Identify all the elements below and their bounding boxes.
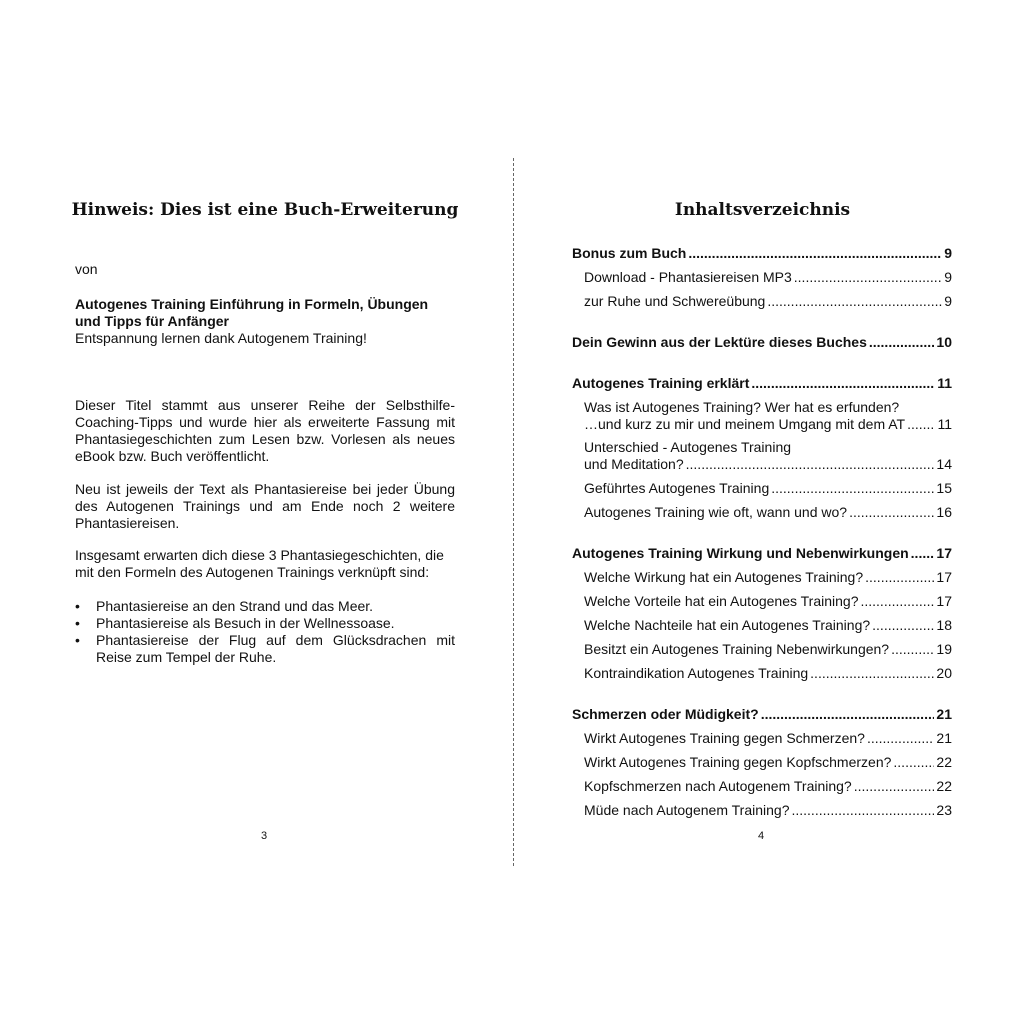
toc-leader-dots	[854, 778, 935, 795]
toc-entry-label: Welche Vorteile hat ein Autogenes Training?	[584, 593, 859, 609]
toc-entry-label: Wirkt Autogenes Training gegen Schmerzen?	[584, 730, 865, 746]
toc-heading: Inhaltsverzeichnis	[674, 200, 851, 220]
toc-entry-page: 17	[936, 593, 952, 609]
toc-entry-label: zur Ruhe und Schwereübung	[584, 293, 766, 309]
toc-leader-dots	[791, 802, 934, 819]
toc-entry-page: 22	[936, 778, 952, 794]
toc-chapter[interactable]	[572, 334, 952, 351]
toc-entry[interactable]	[584, 641, 952, 658]
toc-entry-page: 9	[944, 293, 952, 309]
toc-entry-label: Kontraindikation Autogenes Training	[584, 665, 809, 681]
story-bullet-list	[75, 598, 455, 666]
toc-leader-dots	[911, 545, 935, 562]
toc-entry-page: 14	[936, 456, 952, 472]
toc-entry-page: 15	[936, 480, 952, 496]
toc-entry[interactable]	[584, 480, 952, 497]
toc-entry-page: 19	[936, 641, 952, 657]
list-item: • Phantasiereise an den Strand und das Meer.	[75, 598, 455, 615]
toc-entry[interactable]	[584, 593, 952, 610]
toc-entry-label-line1: Was ist Autogenes Training? Wer hat es erfunden?	[584, 399, 900, 415]
toc-entry-label: und Meditation?	[584, 456, 684, 472]
toc-leader-dots	[907, 416, 935, 433]
toc-leader-dots	[872, 617, 934, 634]
toc-entry[interactable]	[584, 293, 952, 310]
toc-entry-page: 18	[936, 617, 952, 633]
toc-entry-page: 20	[936, 665, 952, 681]
page-gutter-divider	[513, 158, 514, 866]
stories-paragraph: Insgesamt erwarten dich diese 3 Phantasiegeschichten, die mit den Formeln des Autogenen Trainings verknüpft sind:	[75, 547, 444, 580]
toc-entry[interactable]	[584, 504, 952, 521]
toc-chapter[interactable]	[572, 245, 952, 262]
toc-entry-label-line1: Unterschied - Autogenes Training	[584, 439, 792, 455]
toc-entry-label: Welche Nachteile hat ein Autogenes Training?	[584, 617, 871, 633]
toc-entry[interactable]	[584, 269, 952, 286]
toc-leader-dots	[794, 269, 942, 286]
toc-chapter[interactable]	[572, 375, 952, 392]
toc-entry[interactable]	[584, 665, 952, 682]
toc-leader-dots	[849, 504, 934, 521]
toc-chapter[interactable]	[572, 706, 952, 723]
toc-entry-page: 17	[936, 569, 952, 585]
toc-entry-label: Download - Phantasiereisen MP3	[584, 269, 792, 285]
toc-entry[interactable]	[584, 617, 952, 634]
referenced-book-title: Autogenes Training Einführung in Formeln, Übungen und Tipps für Anfänger	[75, 296, 429, 329]
toc-entry-label: Geführtes Autogenes Training	[584, 480, 770, 496]
toc-entry-page: 21	[936, 730, 952, 746]
toc-entry-label: Autogenes Training wie oft, wann und wo?	[584, 504, 848, 520]
toc-entry-page: 17	[936, 545, 952, 561]
toc-entry[interactable]	[584, 754, 952, 771]
toc-entry-label: Besitzt ein Autogenes Training Nebenwirkungen?	[584, 641, 890, 657]
toc-entry-label: Autogenes Training erklärt	[572, 375, 750, 391]
toc-leader-dots	[688, 245, 942, 262]
left-page-heading: Hinweis: Dies ist eine Buch-Erweiterung	[71, 200, 459, 220]
referenced-book-subtitle: Entspannung lernen dank Autogenem Training!	[75, 330, 367, 346]
toc-entry-label: Schmerzen oder Müdigkeit?	[572, 706, 759, 722]
toc-entry-label: …und kurz zu mir und meinem Umgang mit dem AT	[584, 416, 906, 432]
toc-entry-page: 11	[937, 375, 952, 391]
toc-entry-label: Autogenes Training Wirkung und Nebenwirkungen	[572, 545, 909, 561]
toc-leader-dots	[767, 293, 942, 310]
toc-entry[interactable]	[584, 399, 952, 433]
toc-entry-label: Müde nach Autogenem Training?	[584, 802, 790, 818]
toc-leader-dots	[761, 706, 935, 723]
toc-entry-page: 9	[944, 245, 952, 261]
left-page-number: 3	[261, 830, 268, 842]
von-label: von	[75, 261, 98, 277]
toc-entry-page: 22	[936, 754, 952, 770]
toc-entry-label: Welche Wirkung hat ein Autogenes Training?	[584, 569, 864, 585]
right-page-number: 4	[758, 830, 765, 842]
toc-entry-page: 10	[936, 334, 952, 350]
toc-entry[interactable]	[584, 802, 952, 819]
toc-entry-page: 21	[936, 706, 952, 722]
toc-leader-dots	[891, 641, 934, 658]
new-content-paragraph: Neu ist jeweils der Text als Phantasiereise bei jeder Übung des Autogenen Trainings und am Ende noch 2 weitere Phantasiereisen.	[75, 481, 455, 531]
toc-entry-page: 23	[936, 802, 952, 818]
toc-entry[interactable]	[584, 439, 952, 473]
toc-chapter[interactable]	[572, 545, 952, 562]
toc-leader-dots	[867, 730, 934, 747]
toc-leader-dots	[869, 334, 935, 351]
toc-entry-label: Bonus zum Buch	[572, 245, 687, 261]
toc-entry[interactable]	[584, 730, 952, 747]
toc-leader-dots	[810, 665, 934, 682]
toc-entry-label: Dein Gewinn aus der Lektüre dieses Buches	[572, 334, 867, 350]
toc-entry[interactable]	[584, 778, 952, 795]
toc-leader-dots	[771, 480, 934, 497]
toc-entry-page: 9	[944, 269, 952, 285]
toc-leader-dots	[860, 593, 934, 610]
intro-paragraph: Dieser Titel stammt aus unserer Reihe der Selbsthilfe-Coaching-Tipps und wurde hier als erweiterte Fassung mit Phantasiegeschichten zum Lesen bzw. Vorlesen als neues eBook bzw. Buch veröffentlicht.	[75, 397, 455, 464]
toc-entry-page: 11	[937, 416, 952, 432]
toc-entry[interactable]	[584, 569, 952, 586]
toc-entry-label: Kopfschmerzen nach Autogenem Training?	[584, 778, 852, 794]
toc-entry-label: Wirkt Autogenes Training gegen Kopfschmerzen?	[584, 754, 892, 770]
list-item: • Phantasiereise der Flug auf dem Glücksdrachen mit Reise zum Tempel der Ruhe.	[75, 632, 455, 666]
toc-leader-dots	[893, 754, 934, 771]
list-item: • Phantasiereise als Besuch in der Wellnessoase.	[75, 615, 455, 632]
toc-leader-dots	[751, 375, 935, 392]
toc-leader-dots	[686, 456, 935, 473]
toc-leader-dots	[865, 569, 934, 586]
toc-entry-page: 16	[936, 504, 952, 520]
